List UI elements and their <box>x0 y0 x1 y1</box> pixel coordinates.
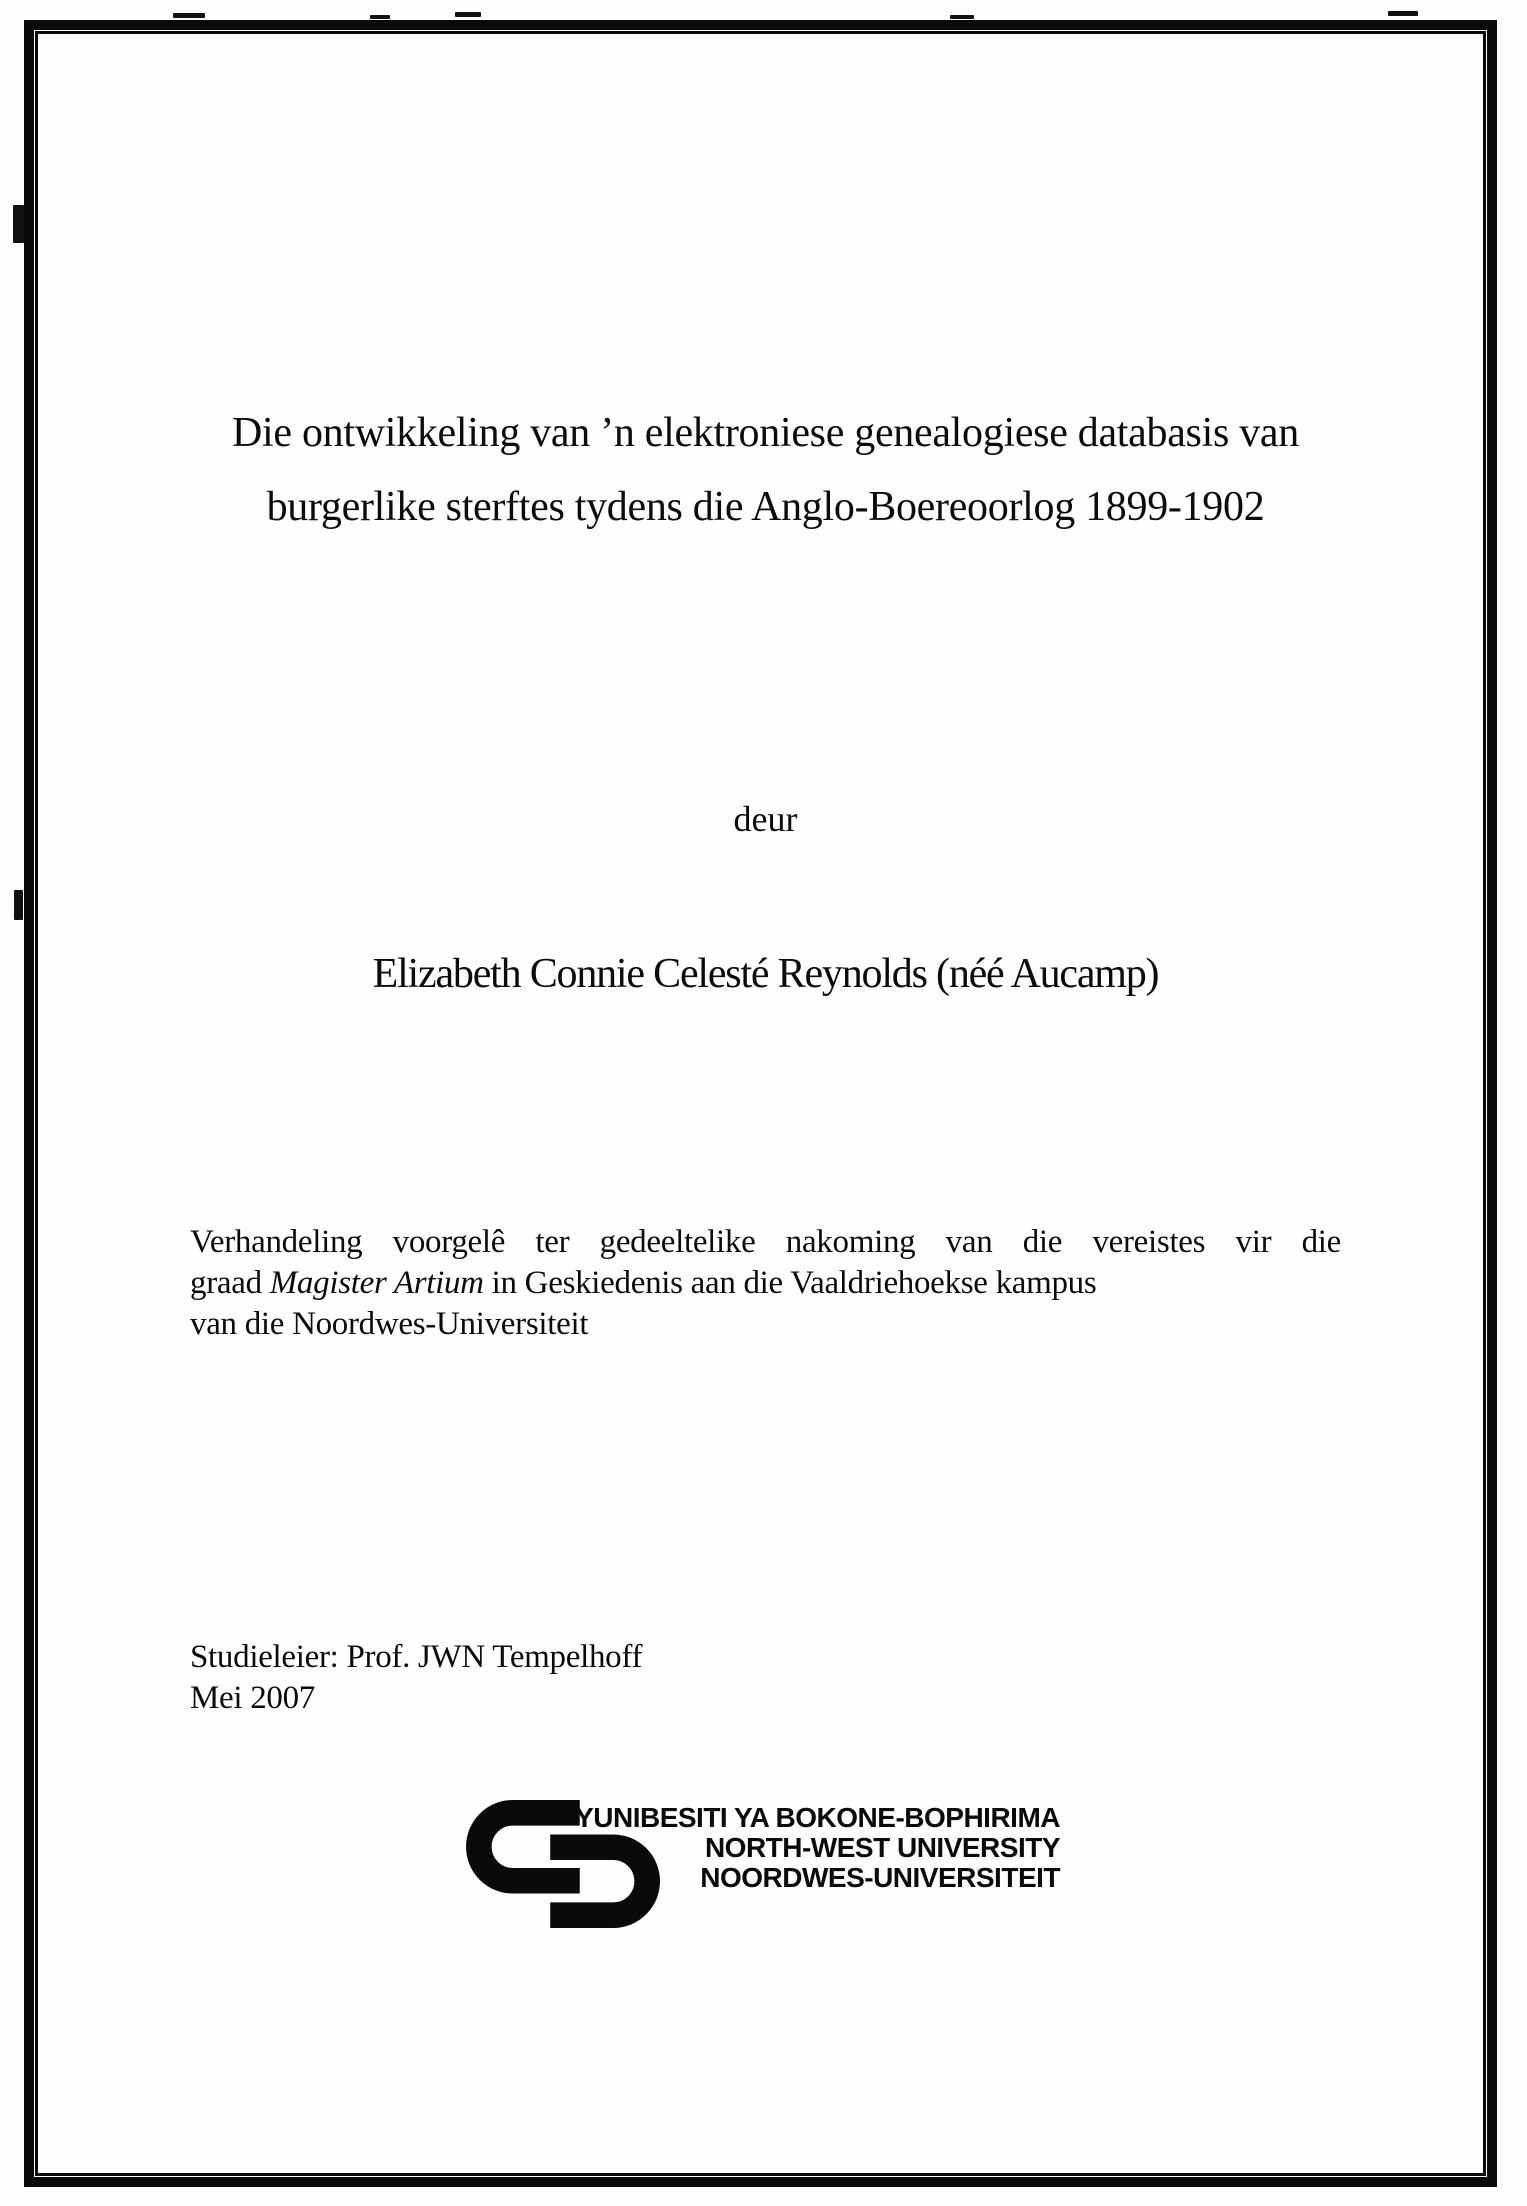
scan-speck <box>14 890 23 920</box>
author-name: Elizabeth Connie Celesté Reynolds (néé Aucamp) <box>372 951 1159 997</box>
logo-text-line3: NOORDWES-UNIVERSITEIT <box>700 1862 1060 1893</box>
scan-speck <box>1388 11 1418 16</box>
thesis-title-line1: Die ontwikkeling van ’n elektroniese genealogiese databasis van <box>232 410 1299 456</box>
logo-text-line2: NORTH-WEST UNIVERSITY <box>704 1832 1060 1863</box>
submission-line2-pre: graad <box>190 1265 270 1301</box>
submission-line1: Verhandeling voorgelê ter gedeeltelike nakoming van die vereistes vir die <box>190 1224 1341 1260</box>
university-logo-text <box>575 1803 1060 1893</box>
thesis-title-line2: burgerlike sterftes tydens die Anglo-Boereoorlog 1899-1902 <box>266 484 1265 530</box>
submission-statement <box>190 1222 1341 1345</box>
scan-speck <box>370 15 390 19</box>
submission-line2 <box>190 1263 1341 1304</box>
supervisor-block <box>190 1637 642 1719</box>
date-line: Mei 2007 <box>190 1680 316 1716</box>
supervisor-line: Studieleier: Prof. JWN Tempelhoff <box>190 1639 643 1675</box>
university-logo <box>462 1800 1062 1935</box>
scan-speck <box>173 13 205 18</box>
scan-speck <box>13 205 24 243</box>
scan-speck <box>950 15 974 19</box>
degree-name: Magister Artium <box>269 1265 484 1301</box>
thesis-title <box>190 396 1341 544</box>
scan-speck <box>455 12 481 17</box>
submission-line3: van die Noordwes-Universiteit <box>190 1306 589 1342</box>
submission-line2-post: in Geskiedenis aan die Vaaldriehoekse kampus <box>483 1265 1097 1301</box>
byline: deur <box>733 799 798 839</box>
logo-text-line1: YUNIBESITI YA BOKONE-BOPHIRIMA <box>575 1802 1060 1833</box>
